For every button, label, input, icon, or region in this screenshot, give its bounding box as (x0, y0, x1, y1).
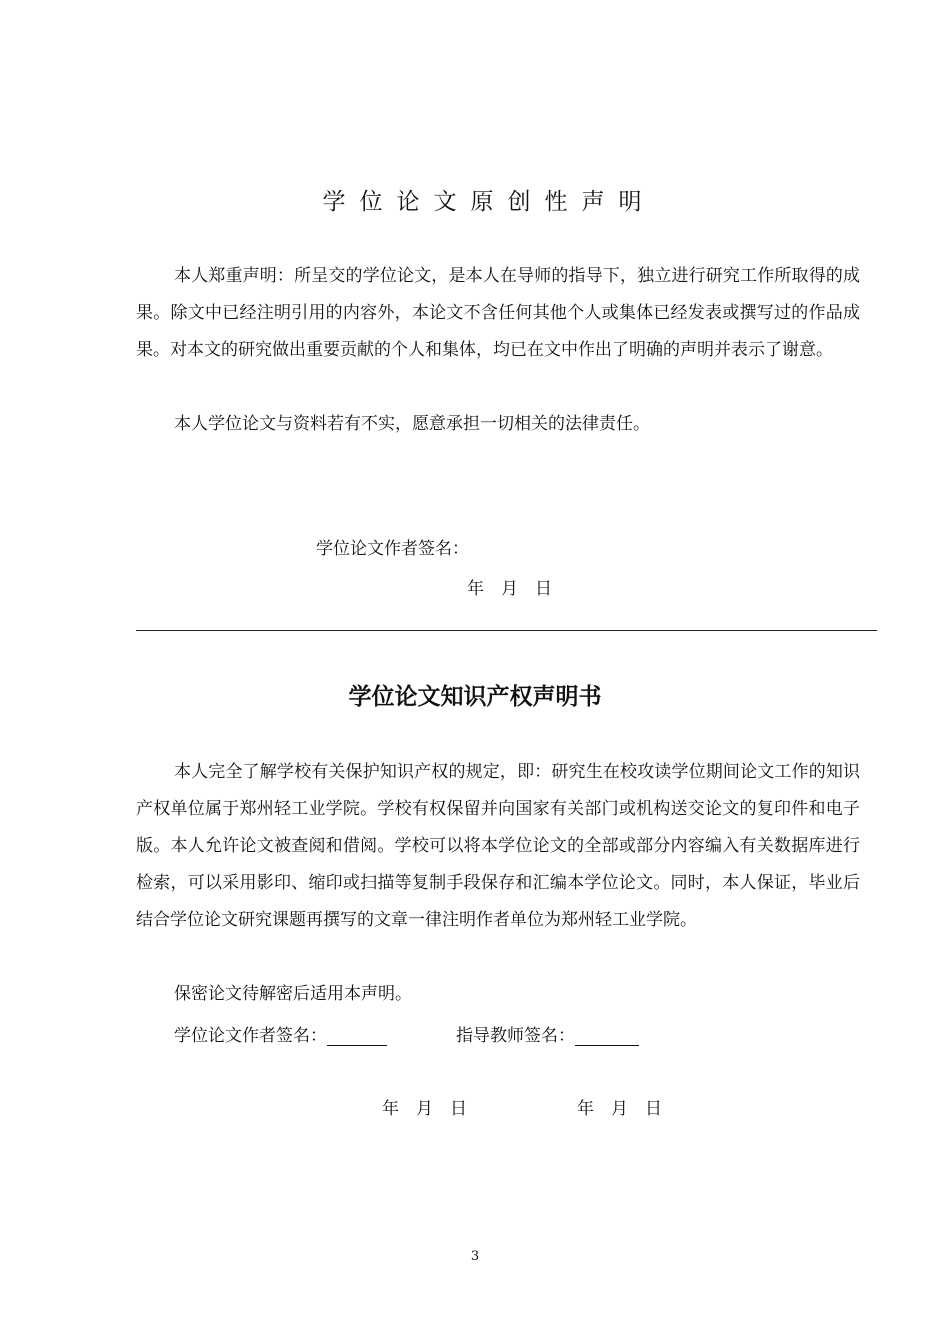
advisor-date-label: 年 月 日 (577, 1099, 662, 1119)
advisor-signature (456, 1021, 639, 1046)
liability-statement: 本人学位论文与资料若有不实，愿意承担一切相关的法律责任。 (174, 414, 650, 434)
ip-author-signature (174, 1021, 387, 1046)
signature-date-label: 年 月 日 (467, 579, 552, 599)
advisor-signature-label: 指导教师签名： (456, 1026, 575, 1046)
ip-author-signature-label: 学位论文作者签名： (174, 1026, 327, 1046)
originality-declaration-title: 学位论文原创性声明 (322, 189, 656, 215)
advisor-signature-line[interactable] (575, 1025, 639, 1046)
author-signature-label: 学位论文作者签名： (316, 539, 469, 559)
confidential-thesis-note: 保密论文待解密后适用本声明。 (174, 984, 412, 1004)
ip-declaration-paragraph: 本人完全了解学校有关保护知识产权的规定，即：研究生在校攻读学位期间论文工作的知识产权单位属于郑州轻工业学院。学校有权保留并向国家有关部门或机构送交论文的复印件和电子版。本人允许论文被查阅和借阅。学校可以将本学位论文的全部或部分内容编入有关数据库进行检索，可以采用影印、缩印或扫描等复制手段保存和汇编本学位论文。同时，本人保证，毕业后结合学位论文研究课题再撰写的文章一律注明作者单位为郑州轻工业学院。 (136, 762, 860, 930)
section-divider (136, 630, 877, 631)
author-signature-line[interactable] (327, 1025, 387, 1046)
ip-declaration-title: 学位论文知识产权声明书 (348, 684, 602, 710)
page-number: 3 (470, 1249, 480, 1264)
author-date-label: 年 月 日 (382, 1099, 467, 1119)
originality-declaration-paragraph: 本人郑重声明：所呈交的学位论文，是本人在导师的指导下，独立进行研究工作所取得的成果。除文中已经注明引用的内容外，本论文不含任何其他个人或集体已经发表或撰写过的作品成果。对本文的研究做出重要贡献的个人和集体，均已在文中作出了明确的声明并表示了谢意。 (136, 266, 860, 360)
